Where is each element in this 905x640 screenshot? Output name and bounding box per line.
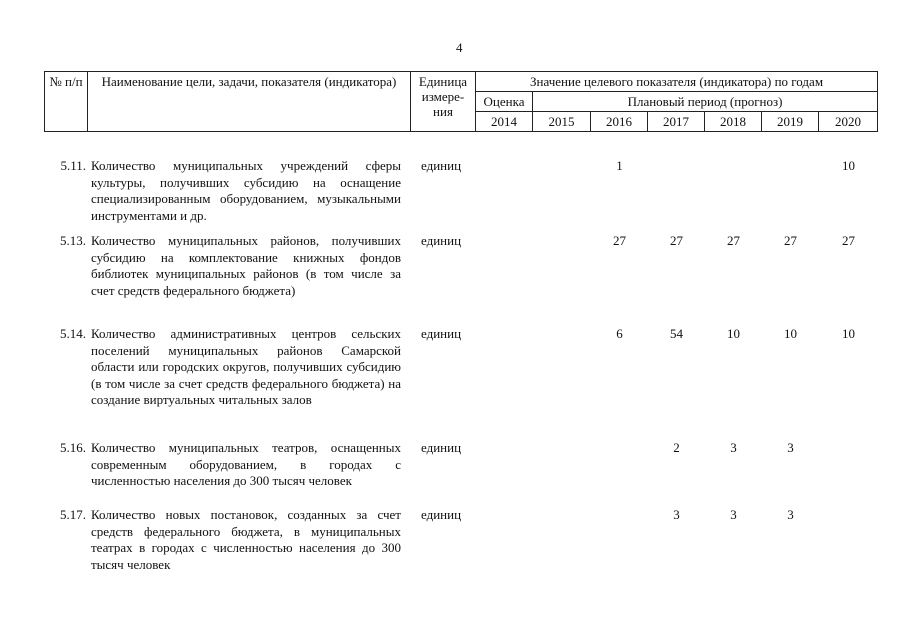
- header-plan: Плановый период (прогноз): [533, 92, 878, 112]
- value-2019: 3: [787, 440, 794, 455]
- value-2019: 27: [784, 233, 797, 248]
- header-year: 2019: [762, 112, 819, 132]
- row-name: Количество муниципальных районов, получивших субсидию на комплектование книжных фондов библиотек муниципальных районов (в том числе за счет средств федерального бюджета): [91, 233, 401, 298]
- header-year: 2014: [476, 112, 533, 132]
- value-2019: 3: [787, 507, 794, 522]
- header-values: Значение целевого показателя (индикатора) по годам: [476, 72, 878, 92]
- row-name: Количество административных центров сельских поселений муниципальных районов Самарской области или городских округов, получивших субсидию (в том числе за счет средств федерального бюджета) на создание виртуальных читальных залов: [91, 326, 401, 407]
- value-2019: 10: [784, 326, 797, 341]
- header-name: Наименование цели, задачи, показателя (индикатора): [88, 72, 411, 132]
- value-2018: 10: [727, 326, 740, 341]
- row-unit: единиц: [421, 233, 462, 248]
- value-2016: 1: [616, 158, 623, 173]
- row-number: 5.13.: [60, 233, 86, 248]
- page-number: 4: [456, 40, 463, 55]
- row-number: 5.14.: [60, 326, 86, 341]
- header-year: 2018: [705, 112, 762, 132]
- value-2018: 3: [730, 440, 737, 455]
- value-2020: 10: [842, 158, 855, 173]
- value-2016: 27: [613, 233, 626, 248]
- header-year: 2020: [819, 112, 878, 132]
- header-year: 2016: [591, 112, 648, 132]
- header-number: № п/п: [45, 72, 88, 132]
- row-unit: единиц: [421, 158, 462, 173]
- value-2017: 3: [673, 507, 680, 522]
- header-year: 2015: [533, 112, 591, 132]
- row-number: 5.11.: [60, 158, 86, 173]
- row-number: 5.17.: [60, 507, 86, 522]
- table-header: [44, 71, 878, 132]
- value-2017: 2: [673, 440, 680, 455]
- value-2017: 54: [670, 326, 683, 341]
- row-unit: единиц: [421, 440, 462, 455]
- value-2018: 3: [730, 507, 737, 522]
- header-year: 2017: [648, 112, 705, 132]
- value-2017: 27: [670, 233, 683, 248]
- header-unit: Единица измере-ния: [411, 72, 476, 132]
- row-name: Количество новых постановок, созданных за счет средств федерального бюджета, в муниципальных театрах в городах с численностью населения до 300 тысяч человек: [91, 507, 401, 572]
- row-number: 5.16.: [60, 440, 86, 455]
- row-unit: единиц: [421, 326, 462, 341]
- header-estimate: Оценка: [476, 92, 533, 112]
- row-name: Количество муниципальных театров, оснащенных современным оборудованием, в городах с численностью населения до 300 тысяч человек: [91, 440, 401, 488]
- row-unit: единиц: [421, 507, 462, 522]
- value-2018: 27: [727, 233, 740, 248]
- value-2016: 6: [616, 326, 623, 341]
- value-2020: 27: [842, 233, 855, 248]
- value-2020: 10: [842, 326, 855, 341]
- row-name: Количество муниципальных учреждений сферы культуры, получивших субсидию на оснащение специализированным оборудованием, музыкальными инструментами и др.: [91, 158, 401, 223]
